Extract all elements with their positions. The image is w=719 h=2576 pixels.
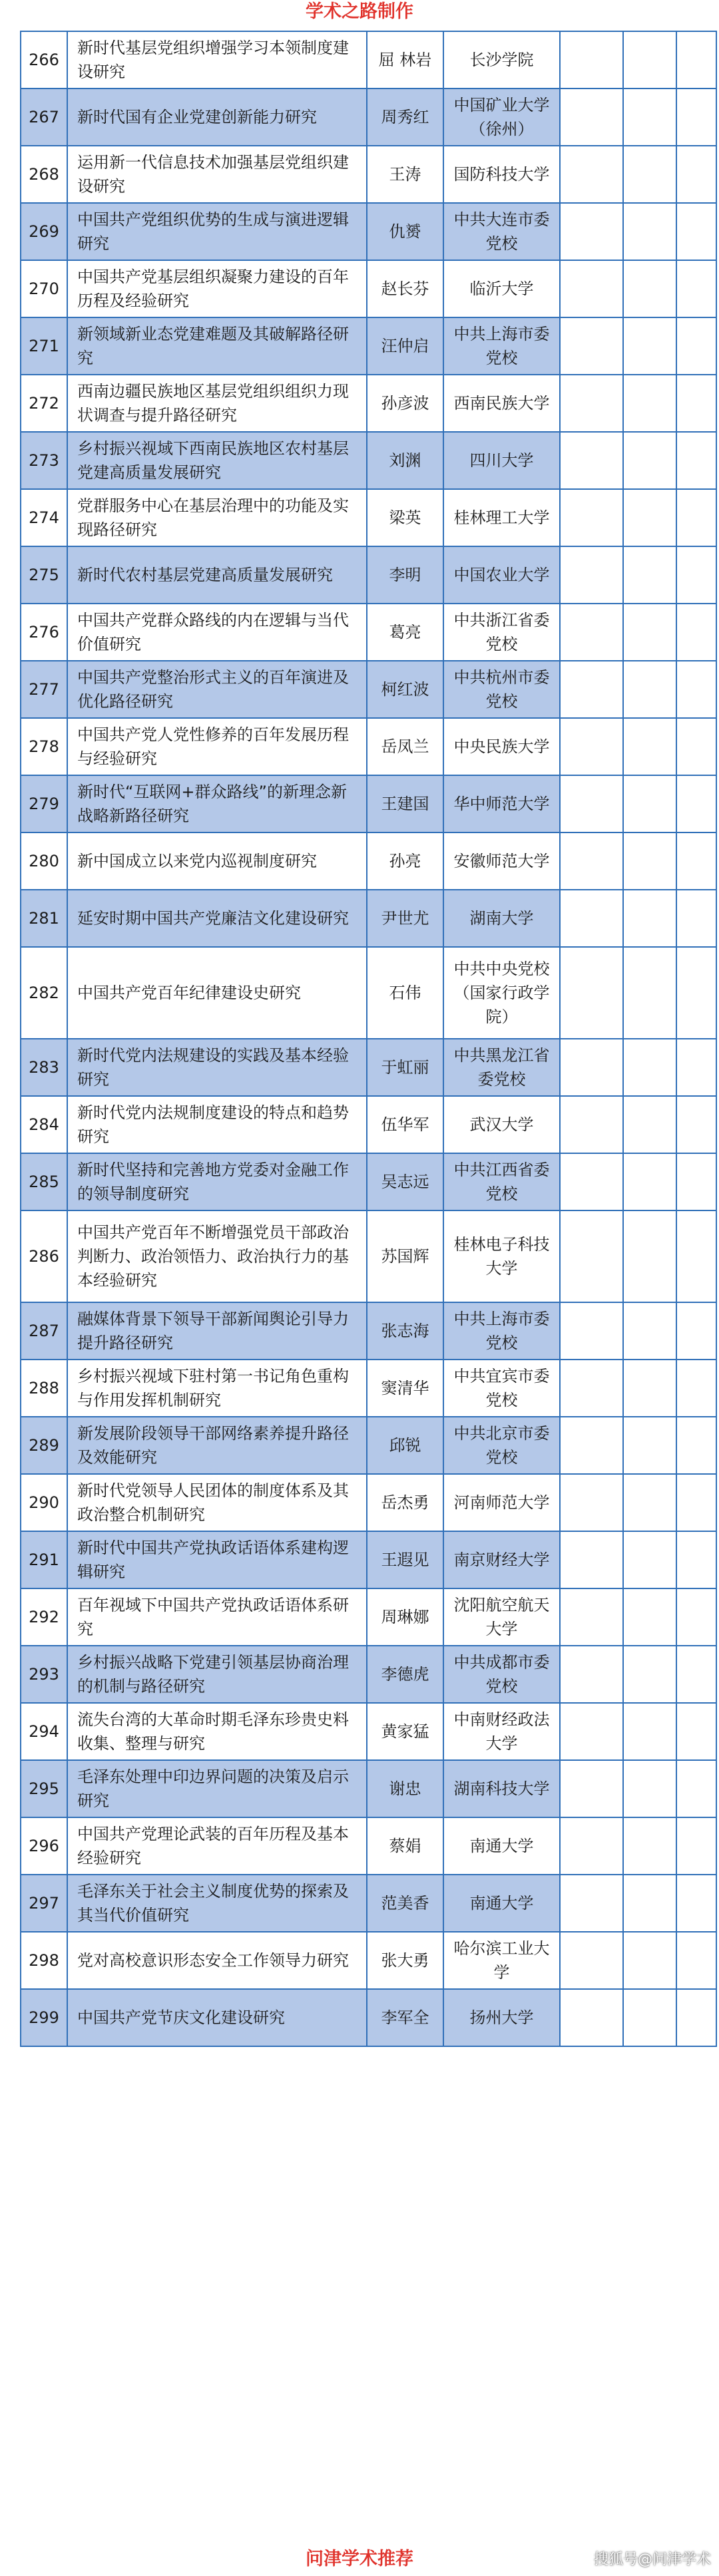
researcher-name-cell: 黄家猛 [367,1703,443,1760]
empty-cell [560,432,623,489]
table-row [21,1360,716,1417]
source-watermark: 搜狐号@问津学术 [593,2551,711,2568]
project-title-cell: 新时代坚持和完善地方党委对金融工作的领导制度研究 [67,1153,367,1210]
empty-cell [623,546,676,604]
table-row [21,1302,716,1360]
table-row [21,1153,716,1210]
footer-recommendation: 问津学术推荐 [306,2549,413,2569]
empty-cell [676,546,716,604]
empty-cell [623,375,676,432]
empty-cell [623,1302,676,1360]
empty-cell [560,146,623,203]
empty-cell [676,1817,716,1875]
row-number-cell: 282 [21,947,67,1039]
empty-cell [676,604,716,661]
empty-cell [623,1817,676,1875]
table-row [21,832,716,890]
empty-cell [676,1703,716,1760]
empty-cell [560,1875,623,1932]
institution-cell: 临沂大学 [443,260,560,317]
project-title-cell: 新时代中国共产党执政话语体系建构逻辑研究 [67,1531,367,1588]
institution-cell: 四川大学 [443,432,560,489]
project-title-cell: 乡村振兴战略下党建引领基层协商治理的机制与路径研究 [67,1646,367,1703]
empty-cell [560,1760,623,1817]
project-title-cell: 延安时期中国共产党廉洁文化建设研究 [67,890,367,947]
institution-cell: 中共上海市委党校 [443,1302,560,1360]
project-title-cell: 乡村振兴视域下驻村第一书记角色重构与作用发挥机制研究 [67,1360,367,1417]
empty-cell [623,1474,676,1531]
researcher-name-cell: 孙彦波 [367,375,443,432]
row-number-cell: 297 [21,1875,67,1932]
project-title-cell: 新时代农村基层党建高质量发展研究 [67,546,367,604]
researcher-name-cell: 邱锐 [367,1417,443,1474]
researcher-name-cell: 石伟 [367,947,443,1039]
researcher-name-cell: 李军全 [367,1989,443,2046]
institution-cell: 中共北京市委党校 [443,1417,560,1474]
table-row [21,1210,716,1302]
empty-cell [560,1989,623,2046]
researcher-name-cell: 于虹丽 [367,1039,443,1096]
empty-cell [560,1360,623,1417]
project-title-cell: 乡村振兴视域下西南民族地区农村基层党建高质量发展研究 [67,432,367,489]
institution-cell: 中共上海市委党校 [443,317,560,375]
project-table-body [21,31,716,2046]
empty-cell [623,489,676,546]
project-title-cell: 中国共产党节庆文化建设研究 [67,1989,367,2046]
table-row [21,1703,716,1760]
institution-cell: 中共浙江省委党校 [443,604,560,661]
project-title-cell: 流失台湾的大革命时期毛泽东珍贵史料收集、整理与研究 [67,1703,367,1760]
row-number-cell: 268 [21,146,67,203]
empty-cell [560,947,623,1039]
row-number-cell: 289 [21,1417,67,1474]
project-title-cell: 中国共产党群众路线的内在逻辑与当代价值研究 [67,604,367,661]
institution-cell: 中共黑龙江省委党校 [443,1039,560,1096]
project-title-cell: 毛泽东处理中印边界问题的决策及启示研究 [67,1760,367,1817]
researcher-name-cell: 伍华军 [367,1096,443,1153]
researcher-name-cell: 仇赟 [367,203,443,260]
row-number-cell: 269 [21,203,67,260]
empty-cell [623,718,676,775]
empty-cell [560,1588,623,1646]
table-row [21,146,716,203]
row-number-cell: 279 [21,775,67,832]
empty-cell [623,1153,676,1210]
empty-cell [560,604,623,661]
row-number-cell: 280 [21,832,67,890]
table-row [21,546,716,604]
empty-cell [676,1531,716,1588]
project-title-cell: 新时代党内法规建设的实践及基本经验研究 [67,1039,367,1096]
institution-cell: 南通大学 [443,1817,560,1875]
institution-cell: 哈尔滨工业大学 [443,1932,560,1989]
project-title-cell: 党群服务中心在基层治理中的功能及实现路径研究 [67,489,367,546]
empty-cell [676,832,716,890]
institution-cell: 湖南科技大学 [443,1760,560,1817]
empty-cell [676,1039,716,1096]
empty-cell [676,1932,716,1989]
table-row [21,203,716,260]
table-row [21,1932,716,1989]
empty-cell [623,1703,676,1760]
researcher-name-cell: 岳凤兰 [367,718,443,775]
institution-cell: 湖南大学 [443,890,560,947]
empty-cell [560,489,623,546]
institution-cell: 西南民族大学 [443,375,560,432]
empty-cell [623,604,676,661]
empty-cell [560,1474,623,1531]
row-number-cell: 266 [21,31,67,89]
empty-cell [560,890,623,947]
project-title-cell: 新时代“互联网+群众路线”的新理念新战略新路径研究 [67,775,367,832]
empty-cell [623,947,676,1039]
row-number-cell: 291 [21,1531,67,1588]
researcher-name-cell: 李德虎 [367,1646,443,1703]
researcher-name-cell: 周琳娜 [367,1588,443,1646]
row-number-cell: 292 [21,1588,67,1646]
empty-cell [676,1474,716,1531]
table-row [21,890,716,947]
researcher-name-cell: 范美香 [367,1875,443,1932]
empty-cell [676,1417,716,1474]
row-number-cell: 272 [21,375,67,432]
empty-cell [676,203,716,260]
empty-cell [676,146,716,203]
empty-cell [676,1760,716,1817]
row-number-cell: 271 [21,317,67,375]
researcher-name-cell: 吴志远 [367,1153,443,1210]
table-row [21,317,716,375]
project-title-cell: 毛泽东关于社会主义制度优势的探索及其当代价值研究 [67,1875,367,1932]
project-title-cell: 中国共产党整治形式主义的百年演进及优化路径研究 [67,661,367,718]
empty-cell [623,1989,676,2046]
project-title-cell: 新时代党内法规制度建设的特点和趋势研究 [67,1096,367,1153]
project-title-cell: 中国共产党人党性修养的百年发展历程与经验研究 [67,718,367,775]
researcher-name-cell: 周秀红 [367,89,443,146]
row-number-cell: 283 [21,1039,67,1096]
project-title-cell: 运用新一代信息技术加强基层党组织建设研究 [67,146,367,203]
empty-cell [560,1531,623,1588]
table-row [21,1417,716,1474]
empty-cell [560,1210,623,1302]
project-title-cell: 中国共产党理论武装的百年历程及基本经验研究 [67,1817,367,1875]
empty-cell [623,317,676,375]
researcher-name-cell: 柯红波 [367,661,443,718]
project-title-cell: 新时代基层党组织增强学习本领制度建设研究 [67,31,367,89]
row-number-cell: 290 [21,1474,67,1531]
row-number-cell: 298 [21,1932,67,1989]
empty-cell [560,375,623,432]
empty-cell [676,317,716,375]
empty-cell [676,1153,716,1210]
row-number-cell: 267 [21,89,67,146]
empty-cell [623,775,676,832]
row-number-cell: 270 [21,260,67,317]
empty-cell [560,1302,623,1360]
empty-cell [623,1417,676,1474]
table-row [21,31,716,89]
institution-cell: 桂林电子科技大学 [443,1210,560,1302]
empty-cell [623,1588,676,1646]
empty-cell [623,260,676,317]
institution-cell: 南京财经大学 [443,1531,560,1588]
empty-cell [560,775,623,832]
empty-cell [623,146,676,203]
table-row [21,718,716,775]
institution-cell: 沈阳航空航天大学 [443,1588,560,1646]
empty-cell [623,832,676,890]
researcher-name-cell: 李明 [367,546,443,604]
empty-cell [560,1932,623,1989]
researcher-name-cell: 谢忠 [367,1760,443,1817]
empty-cell [623,890,676,947]
empty-cell [560,1039,623,1096]
table-row [21,947,716,1039]
empty-cell [623,31,676,89]
researcher-name-cell: 张大勇 [367,1932,443,1989]
institution-cell: 中南财经政法大学 [443,1703,560,1760]
row-number-cell: 285 [21,1153,67,1210]
project-title-cell: 新中国成立以来党内巡视制度研究 [67,832,367,890]
empty-cell [623,203,676,260]
project-title-cell: 新发展阶段领导干部网络素养提升路径及效能研究 [67,1417,367,1474]
empty-cell [560,317,623,375]
researcher-name-cell: 梁英 [367,489,443,546]
researcher-name-cell: 屈 林岩 [367,31,443,89]
empty-cell [676,375,716,432]
researcher-name-cell: 葛亮 [367,604,443,661]
project-title-cell: 西南边疆民族地区基层党组织组织力现状调查与提升路径研究 [67,375,367,432]
table-row [21,775,716,832]
empty-cell [623,432,676,489]
empty-cell [676,1096,716,1153]
researcher-name-cell: 赵长芬 [367,260,443,317]
table-row [21,1474,716,1531]
institution-cell: 南通大学 [443,1875,560,1932]
empty-cell [560,832,623,890]
institution-cell: 国防科技大学 [443,146,560,203]
row-number-cell: 295 [21,1760,67,1817]
row-number-cell: 277 [21,661,67,718]
empty-cell [676,432,716,489]
project-title-cell: 新时代国有企业党建创新能力研究 [67,89,367,146]
empty-cell [623,1360,676,1417]
institution-cell: 中共中央党校（国家行政学院） [443,947,560,1039]
project-title-cell: 新时代党领导人民团体的制度体系及其政治整合机制研究 [67,1474,367,1531]
table-row [21,1760,716,1817]
empty-cell [623,1875,676,1932]
empty-cell [676,1875,716,1932]
institution-cell: 安徽师范大学 [443,832,560,890]
institution-cell: 武汉大学 [443,1096,560,1153]
empty-cell [676,1210,716,1302]
empty-cell [560,1703,623,1760]
empty-cell [623,1210,676,1302]
empty-cell [560,1417,623,1474]
empty-cell [623,1531,676,1588]
empty-cell [623,661,676,718]
empty-cell [676,1588,716,1646]
institution-cell: 桂林理工大学 [443,489,560,546]
table-row [21,1817,716,1875]
project-table [20,31,717,2047]
empty-cell [676,31,716,89]
table-row [21,1039,716,1096]
table-row [21,89,716,146]
institution-cell: 中共大连市委党校 [443,203,560,260]
researcher-name-cell: 王建国 [367,775,443,832]
empty-cell [676,1302,716,1360]
institution-cell: 长沙学院 [443,31,560,89]
researcher-name-cell: 王遐见 [367,1531,443,1588]
empty-cell [676,1360,716,1417]
empty-cell [623,89,676,146]
institution-cell: 中共成都市委党校 [443,1646,560,1703]
empty-cell [560,203,623,260]
empty-cell [623,1096,676,1153]
row-number-cell: 273 [21,432,67,489]
row-number-cell: 284 [21,1096,67,1153]
table-row [21,375,716,432]
empty-cell [676,661,716,718]
institution-cell: 中共宜宾市委党校 [443,1360,560,1417]
empty-cell [560,1096,623,1153]
project-title-cell: 中国共产党百年不断增强党员干部政治判断力、政治领悟力、政治执行力的基本经验研究 [67,1210,367,1302]
institution-cell: 中共江西省委党校 [443,1153,560,1210]
institution-cell: 中国农业大学 [443,546,560,604]
institution-cell: 中共杭州市委党校 [443,661,560,718]
empty-cell [676,489,716,546]
empty-cell [676,1646,716,1703]
researcher-name-cell: 汪仲启 [367,317,443,375]
empty-cell [676,89,716,146]
table-row [21,604,716,661]
empty-cell [676,1989,716,2046]
row-number-cell: 287 [21,1302,67,1360]
empty-cell [560,718,623,775]
top-banner: 学术之路制作 [306,1,413,22]
institution-cell: 河南师范大学 [443,1474,560,1531]
empty-cell [676,890,716,947]
table-row [21,432,716,489]
institution-cell: 中央民族大学 [443,718,560,775]
empty-cell [623,1646,676,1703]
empty-cell [676,947,716,1039]
empty-cell [560,1817,623,1875]
empty-cell [560,661,623,718]
researcher-name-cell: 孙亮 [367,832,443,890]
table-row [21,260,716,317]
row-number-cell: 276 [21,604,67,661]
empty-cell [560,1646,623,1703]
table-row [21,489,716,546]
row-number-cell: 299 [21,1989,67,2046]
empty-cell [560,1153,623,1210]
project-title-cell: 融媒体背景下领导干部新闻舆论引导力提升路径研究 [67,1302,367,1360]
row-number-cell: 275 [21,546,67,604]
project-title-cell: 中国共产党基层组织凝聚力建设的百年历程及经验研究 [67,260,367,317]
row-number-cell: 288 [21,1360,67,1417]
row-number-cell: 281 [21,890,67,947]
table-row [21,661,716,718]
empty-cell [623,1932,676,1989]
researcher-name-cell: 张志海 [367,1302,443,1360]
table-row [21,1531,716,1588]
table-row [21,1989,716,2046]
table-row [21,1096,716,1153]
empty-cell [560,89,623,146]
empty-cell [676,775,716,832]
row-number-cell: 293 [21,1646,67,1703]
researcher-name-cell: 岳杰勇 [367,1474,443,1531]
row-number-cell: 274 [21,489,67,546]
empty-cell [623,1760,676,1817]
institution-cell: 中国矿业大学（徐州） [443,89,560,146]
institution-cell: 华中师范大学 [443,775,560,832]
researcher-name-cell: 苏国辉 [367,1210,443,1302]
project-title-cell: 中国共产党组织优势的生成与演进逻辑研究 [67,203,367,260]
row-number-cell: 294 [21,1703,67,1760]
researcher-name-cell: 窦清华 [367,1360,443,1417]
table-row [21,1588,716,1646]
researcher-name-cell: 刘渊 [367,432,443,489]
project-title-cell: 新领域新业态党建难题及其破解路径研究 [67,317,367,375]
empty-cell [676,260,716,317]
researcher-name-cell: 王涛 [367,146,443,203]
project-title-cell: 中国共产党百年纪律建设史研究 [67,947,367,1039]
project-title-cell: 百年视域下中国共产党执政话语体系研究 [67,1588,367,1646]
empty-cell [623,1039,676,1096]
row-number-cell: 286 [21,1210,67,1302]
table-row [21,1646,716,1703]
project-table-container [20,31,716,2047]
table-row [21,1875,716,1932]
researcher-name-cell: 蔡娟 [367,1817,443,1875]
row-number-cell: 278 [21,718,67,775]
empty-cell [560,31,623,89]
empty-cell [676,718,716,775]
empty-cell [560,260,623,317]
project-title-cell: 党对高校意识形态安全工作领导力研究 [67,1932,367,1989]
researcher-name-cell: 尹世尤 [367,890,443,947]
institution-cell: 扬州大学 [443,1989,560,2046]
row-number-cell: 296 [21,1817,67,1875]
empty-cell [560,546,623,604]
